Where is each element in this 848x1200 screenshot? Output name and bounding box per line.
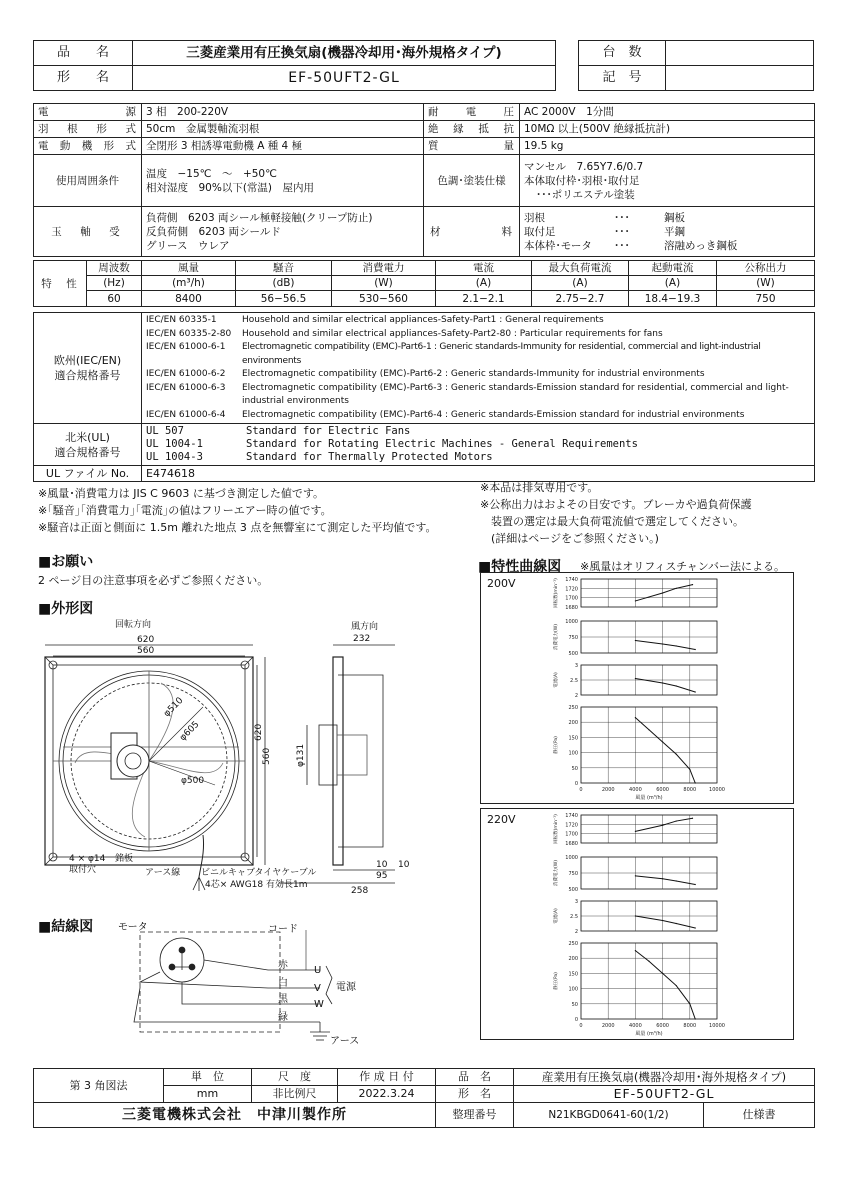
footer-model-value: EF-50UFT2-GL (514, 1086, 815, 1103)
plot-frame (581, 579, 717, 607)
y-tick-label: 2 (574, 929, 578, 935)
x-tick-label: 2000 (601, 787, 615, 793)
y-tick-label: 2.5 (570, 678, 578, 684)
characteristics-table (33, 260, 815, 307)
y-tick-label: 750 (568, 635, 578, 641)
dim-620v: 620 (254, 723, 264, 741)
y-axis-label: 電流(A) (554, 672, 559, 688)
plot-frame (581, 943, 717, 1019)
material-label: 材 料 (424, 207, 520, 257)
product-name: 三菱産業用有圧換気扇(機器冷却用･海外規格タイプ) (133, 41, 556, 66)
dim-d510: φ510 (162, 695, 186, 720)
unit-label: 単 位 (164, 1069, 252, 1086)
y-axis-label: 回転数(min⁻¹) (554, 814, 559, 844)
char-header: 周波数 (87, 261, 142, 276)
y-tick-label: 500 (568, 887, 578, 893)
data-point (695, 691, 696, 692)
source-label: 電源 (336, 982, 356, 993)
eu-code: IEC/EN 60335-1 (146, 315, 217, 325)
note-item: 装置の選定は最大負荷電流値で選定してください。 (480, 515, 744, 528)
blade-value: 50cm 金属製軸流羽根 (142, 121, 424, 138)
series-line (635, 916, 695, 928)
x-axis-label: 風量 (m³/h) (635, 795, 663, 801)
char-header: 公称出力 (717, 261, 815, 276)
x-tick-label: 4000 (629, 787, 642, 793)
eu-desc: Household and similar electrical appliances-Safety-Part2-80 : Particular requirements for fans (242, 328, 663, 339)
dim-560v: 560 (262, 747, 272, 765)
data-point (662, 741, 663, 742)
na-label-sub: 適合規格番号 (54, 445, 121, 459)
footer-name-value: 産業用有圧換気扇(機器冷却用･海外規格タイプ) (514, 1069, 815, 1086)
footer-model-label: 形 名 (436, 1086, 514, 1103)
data-point (662, 973, 663, 974)
char-value: 60 (87, 291, 142, 307)
plot-frame (581, 815, 717, 843)
x-tick-label: 8000 (683, 787, 697, 793)
x-tick-label: 10000 (709, 787, 725, 793)
note-item: ※風量･消費電力は JIS C 9603 に基づき測定した値です。 (38, 487, 324, 500)
y-tick-label: 1700 (565, 831, 578, 838)
na-desc: Standard for Rotating Electric Machines - General Requirements (246, 438, 638, 450)
char-unit: (dB) (236, 276, 332, 291)
mass-label: 質 量 (424, 138, 520, 155)
plot-frame (581, 707, 717, 783)
series-line (635, 951, 695, 1019)
cable-spec: 4芯× AWG18 有効長1m (205, 880, 308, 890)
data-point (662, 878, 663, 879)
curves-note: ※風量はオリフィスチャンバー法による。 (580, 560, 786, 573)
data-point (676, 754, 677, 755)
x-tick-label: 4000 (629, 1023, 642, 1029)
dim-258: 258 (351, 886, 369, 896)
outline-title: ■外形図 (38, 601, 94, 617)
y-axis-label: 消費電力(W) (554, 860, 559, 886)
bearing-label: 玉 軸 受 (34, 207, 142, 257)
rotation-label: 回転方向 (115, 620, 152, 630)
doc-type: 仕様書 (742, 1108, 776, 1121)
na-code: UL 1004-1 (146, 438, 203, 450)
data-point (676, 820, 677, 821)
char-header: 起動電流 (629, 261, 717, 276)
bearing-antiload: 反負荷側 6203 両シールド (146, 225, 281, 238)
date-label: 作 成 日 付 (338, 1069, 436, 1086)
standards-table (33, 312, 815, 482)
data-point (635, 831, 636, 832)
qty-value[interactable] (666, 41, 814, 66)
eu-desc: Electromagnetic compatibility (EMC)-Part6-1 : Generic standards-Immunity for residential, commercial and light-industrial environments (242, 342, 761, 366)
data-point (676, 985, 677, 986)
footer-name-label: 品 名 (436, 1069, 514, 1086)
y-tick-label: 100 (568, 750, 578, 757)
na-desc: Standard for Thermally Protected Motors (246, 451, 493, 463)
company-name: 三菱電機株式会社 中津川製作所 (34, 1103, 436, 1128)
y-tick-label: 1720 (565, 586, 578, 593)
cord-label: コード (268, 924, 298, 935)
y-axis-label: 静圧(Pa) (554, 736, 559, 754)
y-tick-label: 150 (568, 735, 578, 742)
note-item: ※｢騒音｣｢消費電力｣｢電流｣の値はフリーエアー時の値です。 (38, 504, 332, 517)
curve-subplot (552, 619, 717, 657)
voltage-label: 耐 電 圧 (424, 104, 520, 121)
data-point (695, 884, 696, 885)
y-axis-label: 静圧(Pa) (554, 972, 559, 990)
x-tick-label: 8000 (683, 1023, 697, 1029)
na-label: 北米(UL) (65, 430, 110, 444)
sign-value[interactable] (666, 66, 814, 91)
y-tick-label: 2 (574, 693, 578, 699)
notes-right (480, 479, 752, 547)
term-u: U (314, 965, 322, 976)
term-w: W (314, 999, 324, 1010)
eu-code: IEC/EN 60335-2-80 (146, 328, 232, 339)
holes-sub: 取付穴 (69, 865, 97, 875)
power-value: 3 相 200-220V (142, 104, 424, 121)
y-tick-label: 100 (568, 986, 578, 993)
dim-d131: φ131 (296, 743, 306, 767)
earth-wire-label: アース線 (145, 868, 181, 878)
series-line (635, 818, 692, 831)
curve-subplot (552, 663, 717, 699)
eu-code: IEC/EN 61000-6-4 (146, 409, 226, 420)
y-tick-label: 1700 (565, 595, 578, 602)
char-unit: (Hz) (87, 276, 142, 291)
dim-10b: 10 (398, 860, 410, 870)
data-point (692, 818, 693, 819)
nameplate-label: 銘板 (115, 854, 134, 864)
x-tick-label: 6000 (656, 1023, 669, 1029)
eu-label: 欧州(IEC/EN) (53, 354, 122, 367)
char-label: 特 性 (34, 261, 87, 307)
curve-chart-200v (481, 573, 793, 803)
dim-232: 232 (353, 634, 371, 644)
data-point (692, 584, 693, 585)
char-unit: (W) (332, 276, 436, 291)
char-header: 電流 (436, 261, 532, 276)
insul-label: 絶 縁 抵 抗 (424, 121, 520, 138)
blade-label: 羽 根 形 式 (34, 121, 142, 138)
eu-desc: Electromagnetic compatibility (EMC)-Part6-3 : Generic standards-Emission standard for residential, commercial and light-industrial environments (242, 382, 789, 406)
char-header: 最大負荷電流 (532, 261, 629, 276)
series-line (635, 679, 695, 693)
curve-subplot (552, 577, 717, 611)
data-point (662, 682, 663, 683)
dim-10a: 10 (376, 860, 388, 870)
char-header: 風量 (142, 261, 236, 276)
data-point (635, 640, 636, 641)
data-point (695, 649, 696, 650)
na-code: UL 1004-3 (146, 451, 203, 463)
eu-code: IEC/EN 61000-6-1 (146, 342, 226, 352)
data-point (662, 643, 663, 644)
note-item: ※騒音は正面と側面に 1.5m 離れた地点 3 点を無響室にて測定した平均値です。 (38, 521, 437, 534)
spec-table (33, 103, 815, 257)
dim-d500: φ500 (181, 776, 205, 786)
char-unit: (m³/h) (142, 276, 236, 291)
y-tick-label: 1000 (565, 855, 578, 861)
dim-d605: φ605 (178, 719, 202, 744)
count-block (578, 40, 814, 91)
data-point (695, 1018, 696, 1019)
eu-desc: Electromagnetic compatibility (EMC)-Part6-4 : Generic standards-Emission standard for industrial environments (242, 409, 745, 420)
wire-green: 緑 (278, 1012, 288, 1023)
bearing-grease: グリース ウレア (146, 239, 230, 252)
y-tick-label: 1720 (565, 822, 578, 829)
y-tick-label: 250 (568, 705, 578, 711)
voltage-value: AC 2000V 1分間 (520, 104, 815, 121)
request-text: 2 ページ目の注意事項を必ずご参照ください。 (38, 574, 269, 587)
data-point (695, 782, 696, 783)
model-value: EF-50UFT2-GL (133, 66, 556, 91)
x-tick-label: 0 (579, 1023, 583, 1029)
data-point (676, 685, 677, 686)
motor-value: 全閉形 3 相誘導電動機 A 種 4 極 (142, 138, 424, 155)
date-value: 2022.3.24 (338, 1086, 436, 1103)
material-blade: 羽根 ･･･ 鋼板 (524, 211, 685, 224)
y-axis-label: 回転数(min⁻¹) (554, 578, 559, 608)
char-value: 530−560 (332, 291, 436, 307)
y-tick-label: 200 (568, 956, 578, 963)
dim-95: 95 (376, 871, 388, 881)
y-tick-label: 1740 (565, 577, 578, 583)
curve-subplot (552, 855, 717, 893)
term-v: V (314, 983, 321, 994)
y-tick-label: 2.5 (570, 914, 578, 920)
curve-chart-220v (481, 809, 793, 1039)
eu-desc: Household and similar electrical appliances-Safety-Part1 : General requirements (242, 315, 604, 325)
dim-560: 560 (137, 646, 155, 656)
char-value: 2.75−2.7 (532, 291, 629, 307)
qty-label: 台 数 (579, 41, 666, 66)
char-unit: (A) (436, 276, 532, 291)
y-axis-label: 消費電力(W) (554, 624, 559, 650)
color-coating: ･･･ポリエステル塗装 (536, 188, 635, 201)
y-tick-label: 50 (571, 1001, 578, 1008)
series-line (635, 718, 695, 783)
char-unit: (W) (717, 276, 815, 291)
color-munsell: マンセル 7.65Y7.6/0.7 (524, 160, 644, 173)
curves-title: ■特性曲線図 (478, 559, 562, 575)
notes-left (38, 485, 437, 536)
unit-value: mm (164, 1086, 252, 1103)
data-point (648, 729, 649, 730)
wire-red: 赤 (278, 960, 288, 971)
series-line (635, 585, 692, 601)
data-point (676, 645, 677, 646)
curve-subplot (552, 941, 725, 1037)
data-point (635, 717, 636, 718)
holes-label: 4 × φ14 (69, 854, 106, 864)
eu-desc: Electromagnetic compatibility (EMC)-Part6-2 : Generic standards-Immunity for industrial environments (242, 369, 705, 379)
char-value: 2.1−2.1 (436, 291, 532, 307)
y-tick-label: 150 (568, 971, 578, 978)
char-header: 騒音 (236, 261, 332, 276)
scale-label: 尺 度 (252, 1069, 338, 1086)
data-point (662, 592, 663, 593)
wiring-title: ■結線図 (38, 919, 94, 935)
char-value: 56−56.5 (236, 291, 332, 307)
y-axis-label: 電流(A) (554, 908, 559, 924)
data-point (676, 880, 677, 881)
side-flange (333, 657, 343, 865)
y-tick-label: 1680 (565, 605, 578, 611)
material-frame: 本体枠･モータ ･･･ 溶融めっき鋼板 (524, 239, 738, 252)
x-tick-label: 6000 (656, 787, 669, 793)
doc-no-label: 整理番号 (436, 1103, 514, 1128)
data-point (635, 950, 636, 951)
y-tick-label: 1000 (565, 619, 578, 625)
dim-620: 620 (137, 635, 155, 645)
x-tick-label: 2000 (601, 1023, 615, 1029)
title-block (33, 40, 556, 91)
data-point (695, 927, 696, 928)
series-line (635, 876, 695, 885)
char-unit: (A) (532, 276, 629, 291)
wiring-diagram (100, 922, 400, 1052)
y-tick-label: 0 (574, 1017, 578, 1023)
mass-value: 19.5 kg (520, 138, 815, 155)
x-axis-label: 風量 (m³/h) (635, 1031, 663, 1037)
y-tick-label: 1740 (565, 813, 578, 819)
x-tick-label: 10000 (709, 1023, 725, 1029)
env-humidity: 相対湿度 90%以下(常温) 屋内用 (146, 181, 315, 194)
wire-black: 黒 (278, 994, 288, 1005)
eu-code: IEC/EN 61000-6-2 (146, 369, 226, 379)
char-unit: (A) (629, 276, 717, 291)
eu-code: IEC/EN 61000-6-3 (146, 382, 226, 393)
y-tick-label: 250 (568, 941, 578, 947)
y-tick-label: 500 (568, 651, 578, 657)
ul-file-label: UL ファイル No. (34, 466, 142, 482)
model-label: 形 名 (34, 66, 133, 91)
color-label: 色調･塗装仕様 (424, 155, 520, 207)
note-item: ※公称出力はおよその目安です。ブレーカや過負荷保護 (480, 498, 752, 511)
y-tick-label: 3 (574, 899, 578, 905)
na-code: UL 507 (146, 425, 184, 437)
y-tick-label: 750 (568, 871, 578, 877)
curve-subplot (552, 813, 717, 847)
earth-label: アース (330, 1036, 360, 1047)
char-value: 750 (717, 291, 815, 307)
char-header: 消費電力 (332, 261, 436, 276)
char-value: 18.4−19.3 (629, 291, 717, 307)
series-line (635, 641, 695, 650)
footer-table (33, 1068, 815, 1128)
bearing-load: 負荷側 6203 両シール極軽接触(クリープ防止) (146, 211, 373, 224)
data-point (635, 875, 636, 876)
na-desc: Standard for Electric Fans (246, 425, 411, 437)
cable-label: ビニルキャブタイヤケーブル (201, 868, 317, 878)
y-tick-label: 1680 (565, 841, 578, 847)
eu-label-sub: 適合規格番号 (54, 369, 121, 382)
wire-white: 白 (278, 978, 288, 989)
panel-label: 220V (487, 813, 516, 826)
insul-value: 10MΩ 以上(500V 絶縁抵抗計) (520, 121, 815, 138)
note-item: (詳細はページをご参照ください。) (480, 532, 659, 545)
data-point (676, 588, 677, 589)
char-value: 8400 (142, 291, 236, 307)
sign-label: 記 号 (579, 66, 666, 91)
note-item: ※本品は排気専用です。 (480, 481, 599, 494)
motor-label: 電動機形式 (34, 138, 142, 155)
env-label: 使用周囲条件 (34, 155, 142, 207)
y-tick-label: 50 (571, 765, 578, 772)
curve-subplot (552, 705, 725, 801)
y-tick-label: 200 (568, 720, 578, 727)
outline-drawing (33, 615, 473, 915)
material-foot: 取付足 ･･･ 平鋼 (524, 225, 685, 238)
power-label: 電 源 (34, 104, 142, 121)
data-point (689, 1003, 690, 1004)
x-tick-label: 0 (579, 787, 583, 793)
panel-label: 200V (487, 577, 516, 590)
name-label: 品 名 (34, 41, 133, 66)
y-tick-label: 3 (574, 663, 578, 669)
y-tick-label: 0 (574, 781, 578, 787)
doc-no-value: N21KBGD0641-60(1/2) (514, 1103, 704, 1127)
color-parts: 本体取付枠･羽根･取付足 (524, 174, 640, 187)
data-point (676, 923, 677, 924)
data-point (635, 678, 636, 679)
curve-panel-220 (480, 808, 794, 1040)
curve-panel-200 (480, 572, 794, 804)
wind-label: 風方向 (351, 622, 379, 632)
projection-label: 第 3 角図法 (34, 1069, 164, 1103)
data-point (635, 600, 636, 601)
scale-value: 非比例尺 (252, 1086, 338, 1103)
data-point (662, 825, 663, 826)
request-title: ■お願い (38, 554, 94, 570)
data-point (635, 915, 636, 916)
curve-subplot (552, 899, 717, 935)
env-temp: 温度 −15℃ 〜 +50℃ (146, 167, 277, 180)
data-point (648, 961, 649, 962)
motor-label: モータ (118, 922, 148, 933)
data-point (662, 920, 663, 921)
ul-file-value: E474618 (142, 466, 815, 482)
data-point (689, 769, 690, 770)
